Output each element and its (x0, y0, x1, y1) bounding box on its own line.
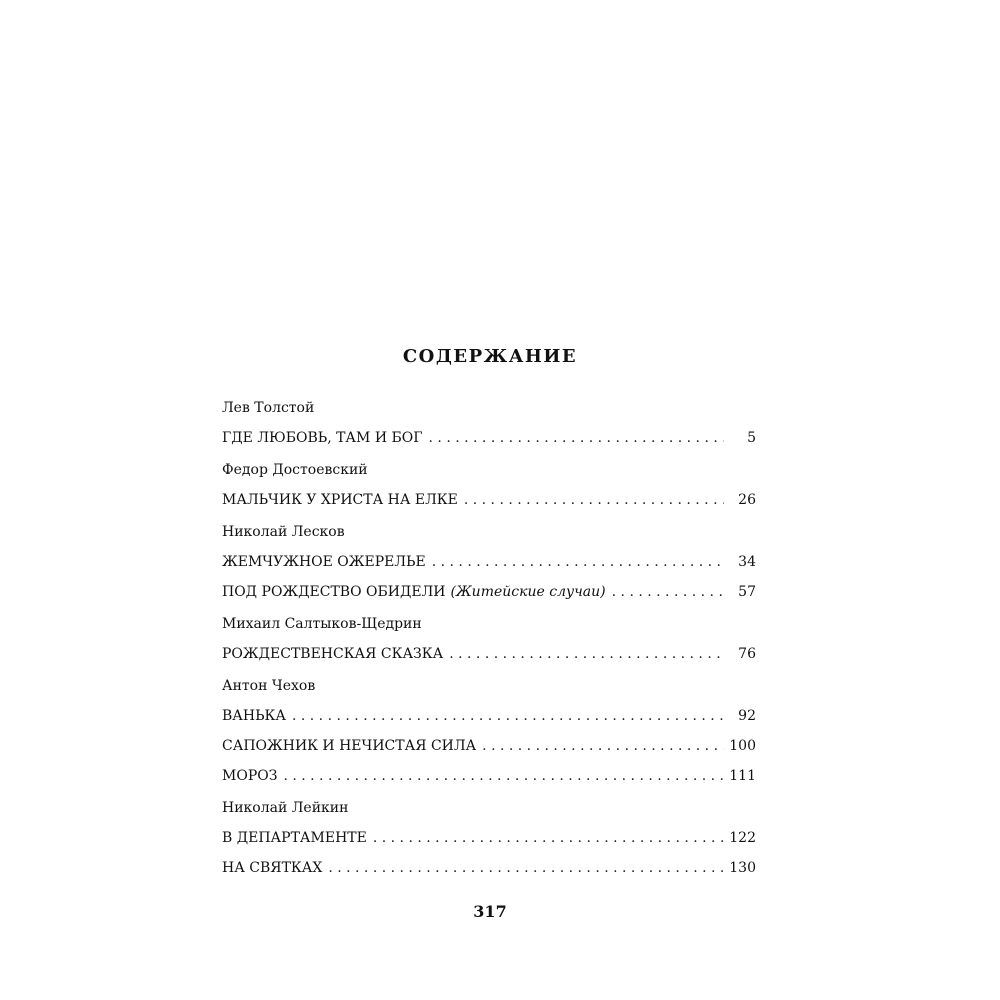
toc-section (222, 798, 756, 878)
toc-section (222, 676, 756, 786)
entry-title-text: РОЖДЕСТВЕНСКАЯ СКАЗКА (222, 646, 444, 662)
toc-heading: СОДЕРЖАНИЕ (402, 346, 578, 367)
entry-page-number: 5 (747, 430, 756, 446)
author-name: Николай Лейкин (222, 800, 349, 816)
author-name: Лев Толстой (222, 400, 315, 416)
toc-entry[interactable] (222, 766, 756, 786)
entry-title (222, 766, 277, 786)
entry-title-text: ЖЕМЧУЖНОЕ ОЖЕРЕЛЬЕ (222, 554, 426, 570)
toc-section (222, 398, 756, 448)
toc-section (222, 614, 756, 664)
entry-page-number: 122 (729, 830, 756, 846)
dot-leader (328, 858, 724, 878)
entry-title (222, 736, 476, 756)
entry-page-number: 111 (729, 768, 756, 784)
table-of-contents (222, 398, 756, 888)
dot-leader (292, 706, 724, 726)
toc-entry[interactable] (222, 736, 756, 756)
dot-leader (283, 766, 724, 786)
entry-title (222, 706, 286, 726)
entry-page-number: 76 (738, 646, 756, 662)
toc-entry[interactable] (222, 428, 756, 448)
entry-title-text: МАЛЬЧИК У ХРИСТА НА ЕЛКЕ (222, 492, 458, 508)
entry-title-text: ГДЕ ЛЮБОВЬ, ТАМ И БОГ (222, 430, 423, 446)
author-name: Федор Достоевский (222, 462, 368, 478)
entry-title-text: МОРОЗ (222, 768, 278, 784)
entry-title (222, 858, 322, 878)
toc-entry[interactable] (222, 490, 756, 510)
entry-title-text: САПОЖНИК И НЕЧИСТАЯ СИЛА (222, 738, 477, 754)
entry-page-number: 34 (738, 554, 756, 570)
entry-page-number: 100 (729, 738, 756, 754)
entry-title (222, 828, 367, 848)
toc-entry[interactable] (222, 582, 756, 602)
entry-title (222, 552, 426, 572)
entry-title-text: НА СВЯТКАХ (222, 860, 323, 876)
toc-section (222, 522, 756, 602)
dot-leader (432, 552, 724, 572)
toc-entry[interactable] (222, 552, 756, 572)
toc-entry[interactable] (222, 858, 756, 878)
entry-subtitle: (Житейские случаи) (450, 584, 606, 600)
dot-leader (482, 736, 724, 756)
entry-title-text: В ДЕПАРТАМЕНТЕ (222, 830, 367, 846)
author-name: Антон Чехов (222, 678, 316, 694)
dot-leader (449, 644, 724, 664)
dot-leader (464, 490, 724, 510)
toc-entry[interactable] (222, 828, 756, 848)
entry-title-text: ПОД РОЖДЕСТВО ОБИДЕЛИ (222, 584, 446, 600)
dot-leader (429, 428, 724, 448)
entry-title (222, 582, 606, 602)
entry-title (222, 490, 458, 510)
entry-title (222, 428, 423, 448)
toc-section (222, 460, 756, 510)
entry-title-text: ВАНЬКА (222, 708, 286, 724)
toc-entry[interactable] (222, 706, 756, 726)
entry-page-number: 92 (738, 708, 756, 724)
entry-page-number: 57 (738, 584, 756, 600)
dot-leader (612, 582, 724, 602)
entry-page-number: 130 (729, 860, 756, 876)
entry-page-number: 26 (738, 492, 756, 508)
toc-entry[interactable] (222, 644, 756, 664)
author-name: Николай Лесков (222, 524, 345, 540)
page-number: 317 (473, 902, 507, 921)
author-name: Михаил Салтыков-Щедрин (222, 616, 422, 632)
entry-title (222, 644, 443, 664)
dot-leader (373, 828, 724, 848)
